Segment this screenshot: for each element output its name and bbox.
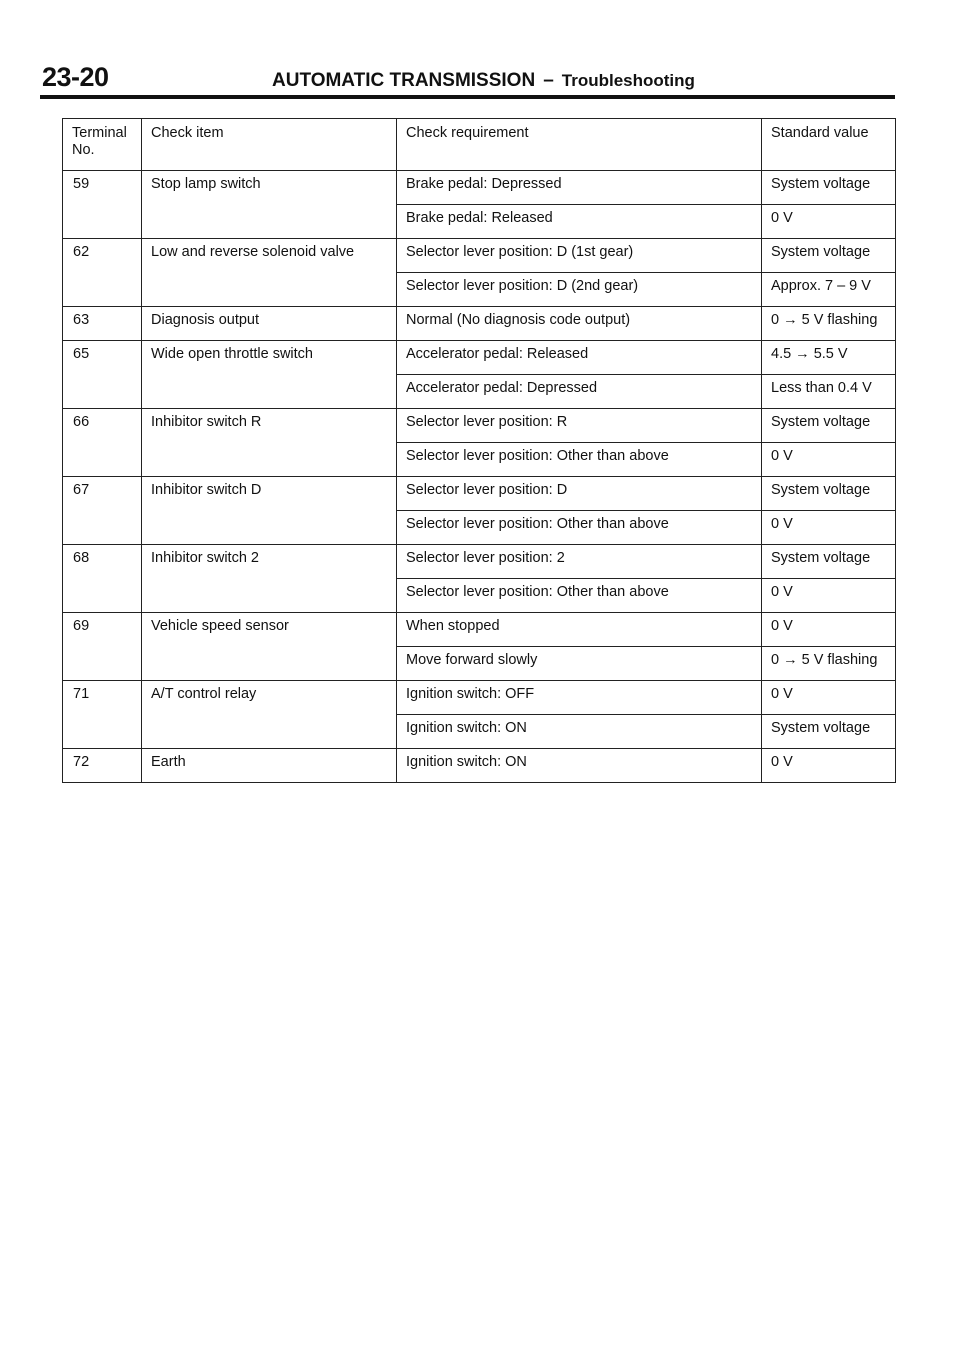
terminal-number-cell: 66 xyxy=(63,409,142,477)
check-requirement-cell: Selector lever position: D xyxy=(397,477,762,511)
check-item-cell: Diagnosis output xyxy=(142,307,397,341)
table-header-row xyxy=(63,119,896,171)
check-requirement-cell: Selector lever position: Other than above xyxy=(397,443,762,477)
standard-value-cell: System voltage xyxy=(762,171,896,205)
check-requirement-cell: Move forward slowly xyxy=(397,647,762,681)
header-rule xyxy=(40,95,895,99)
check-requirement-cell: Normal (No diagnosis code output) xyxy=(397,307,762,341)
standard-value-cell: System voltage xyxy=(762,545,896,579)
section-title: AUTOMATIC TRANSMISSION xyxy=(272,70,536,91)
table-row xyxy=(63,171,896,205)
standard-value-cell: 0 → 5 V flashing xyxy=(762,647,896,681)
title-separator: – xyxy=(543,70,554,91)
standard-value-cell: Less than 0.4 V xyxy=(762,375,896,409)
check-requirement-cell: Accelerator pedal: Depressed xyxy=(397,375,762,409)
check-item-cell: Low and reverse solenoid valve xyxy=(142,239,397,307)
column-header-standard-value: Standard value xyxy=(762,119,896,171)
table-row xyxy=(63,681,896,715)
standard-value-cell: System voltage xyxy=(762,239,896,273)
check-item-cell: Inhibitor switch R xyxy=(142,409,397,477)
terminal-number-cell: 67 xyxy=(63,477,142,545)
check-item-cell: Inhibitor switch D xyxy=(142,477,397,545)
terminal-number-cell: 62 xyxy=(63,239,142,307)
check-requirement-cell: Brake pedal: Depressed xyxy=(397,171,762,205)
check-requirement-cell: Ignition switch: ON xyxy=(397,715,762,749)
terminal-number-cell: 59 xyxy=(63,171,142,239)
check-requirement-cell: Brake pedal: Released xyxy=(397,205,762,239)
page-title xyxy=(272,70,695,92)
table-row xyxy=(63,307,896,341)
standard-value-cell: 0 V xyxy=(762,613,896,647)
check-item-cell: A/T control relay xyxy=(142,681,397,749)
terminal-number-cell: 63 xyxy=(63,307,142,341)
standard-value-cell: 0 → 5 V flashing xyxy=(762,307,896,341)
standard-value-cell: System voltage xyxy=(762,715,896,749)
table-row xyxy=(63,409,896,443)
terminal-number-cell: 72 xyxy=(63,749,142,783)
terminal-number-cell: 65 xyxy=(63,341,142,409)
check-item-cell: Stop lamp switch xyxy=(142,171,397,239)
standard-value-cell: Approx. 7 – 9 V xyxy=(762,273,896,307)
standard-value-cell: 0 V xyxy=(762,511,896,545)
column-header-terminal: Terminal No. xyxy=(63,119,142,171)
check-requirement-cell: Selector lever position: Other than above xyxy=(397,511,762,545)
check-requirement-cell: Accelerator pedal: Released xyxy=(397,341,762,375)
terminal-number-cell: 68 xyxy=(63,545,142,613)
check-requirement-cell: Selector lever position: D (1st gear) xyxy=(397,239,762,273)
check-requirement-cell: When stopped xyxy=(397,613,762,647)
table-row xyxy=(63,239,896,273)
table-row xyxy=(63,545,896,579)
table-row xyxy=(63,749,896,783)
check-item-cell: Inhibitor switch 2 xyxy=(142,545,397,613)
subsection-title: Troubleshooting xyxy=(561,71,695,90)
check-requirement-cell: Selector lever position: D (2nd gear) xyxy=(397,273,762,307)
terminal-check-table xyxy=(62,118,896,783)
page-header xyxy=(40,62,895,94)
page-number: 23-20 xyxy=(42,62,109,92)
check-item-cell: Earth xyxy=(142,749,397,783)
terminal-number-cell: 71 xyxy=(63,681,142,749)
standard-value-cell: System voltage xyxy=(762,477,896,511)
standard-value-cell: System voltage xyxy=(762,409,896,443)
terminal-number-cell: 69 xyxy=(63,613,142,681)
standard-value-cell: 0 V xyxy=(762,443,896,477)
column-header-check-item: Check item xyxy=(142,119,397,171)
check-requirement-cell: Ignition switch: ON xyxy=(397,749,762,783)
table-row xyxy=(63,341,896,375)
standard-value-cell: 4.5 → 5.5 V xyxy=(762,341,896,375)
standard-value-cell: 0 V xyxy=(762,205,896,239)
table-row xyxy=(63,477,896,511)
check-requirement-cell: Selector lever position: R xyxy=(397,409,762,443)
check-requirement-cell: Selector lever position: 2 xyxy=(397,545,762,579)
check-requirement-cell: Selector lever position: Other than above xyxy=(397,579,762,613)
standard-value-cell: 0 V xyxy=(762,579,896,613)
check-item-cell: Vehicle speed sensor xyxy=(142,613,397,681)
check-item-cell: Wide open throttle switch xyxy=(142,341,397,409)
check-requirement-cell: Ignition switch: OFF xyxy=(397,681,762,715)
column-header-check-requirement: Check requirement xyxy=(397,119,762,171)
standard-value-cell: 0 V xyxy=(762,749,896,783)
table-row xyxy=(63,613,896,647)
standard-value-cell: 0 V xyxy=(762,681,896,715)
